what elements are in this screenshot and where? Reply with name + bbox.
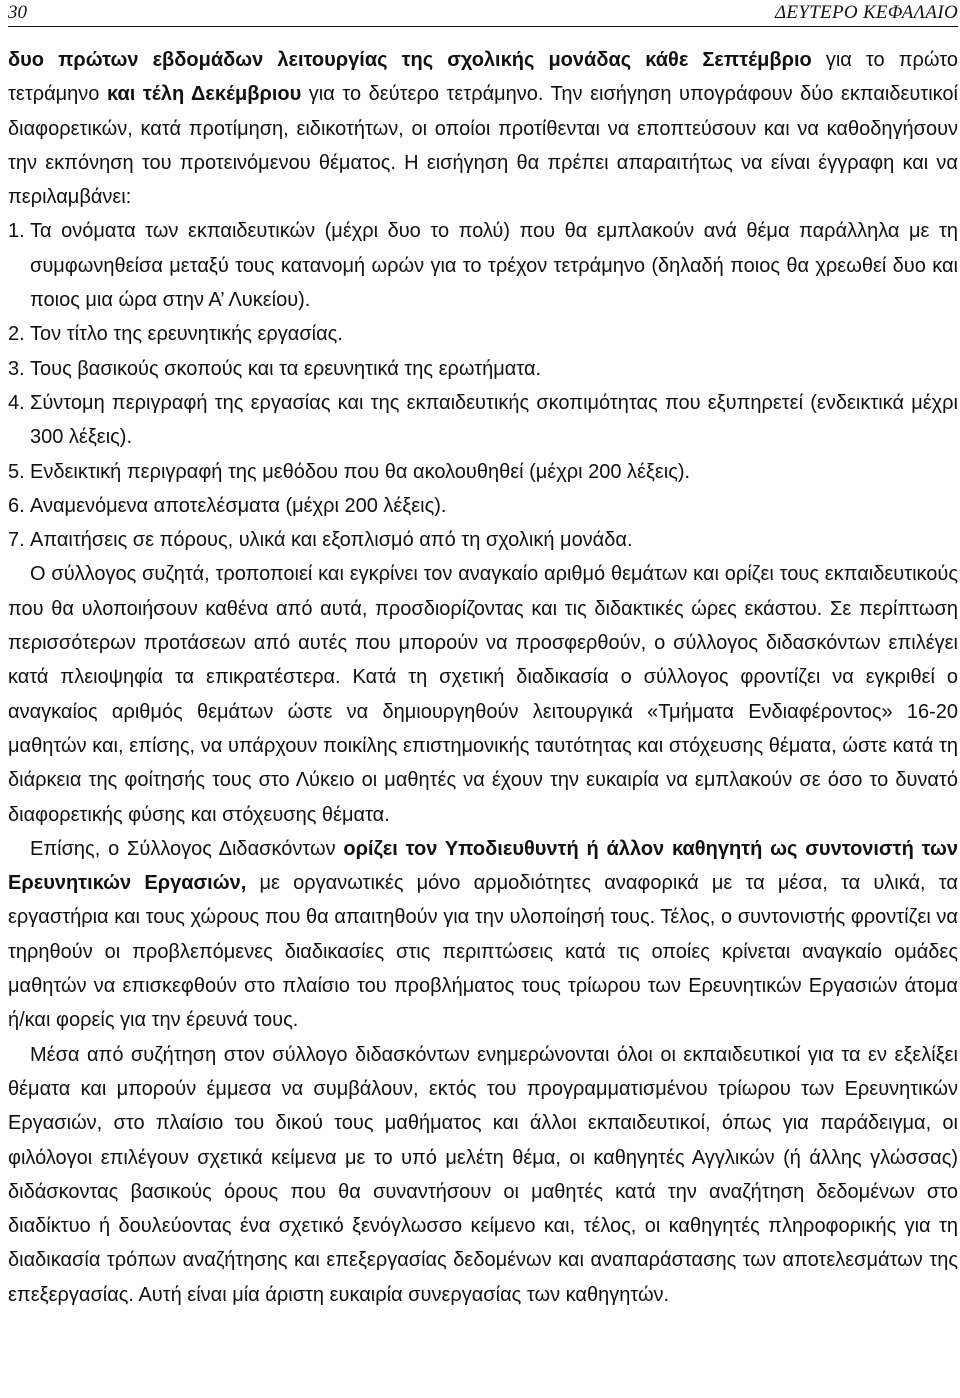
- intro-bold-1: δυο πρώτων εβδομάδων λειτουργίας της σχολικής μονάδας κάθε Σεπτέμβριο: [8, 49, 812, 71]
- list-item: [8, 455, 958, 489]
- list-item: [8, 489, 958, 523]
- chapter-title: ΔΕΥΤΕΡΟ ΚΕΦΑΛΑΙΟ: [774, 2, 958, 23]
- intro-text-1: για το πρώτο τετράμηνο: [8, 49, 958, 106]
- list-item-number: 5.: [8, 460, 25, 483]
- body-text: [8, 43, 958, 1312]
- paragraph-coordinator: [8, 832, 958, 1038]
- list-item-number: 7.: [8, 529, 25, 552]
- page-number: 30: [8, 2, 27, 23]
- list-item: [8, 352, 958, 386]
- requirements-list: [8, 214, 958, 557]
- list-item: [8, 386, 958, 455]
- coordinator-text-1: Επίσης, ο Σύλλογος Διδασκόντων: [30, 837, 344, 860]
- list-item-text: Ενδεικτική περιγραφή της μεθόδου που θα ακολουθηθεί (μέχρι 200 λέξεις).: [30, 460, 691, 483]
- coordinator-bold: ορίζει τον Υποδιευθυντή ή άλλον καθηγητή ως συντονιστή των Ερευνητικών Εργασιών,: [8, 837, 959, 895]
- intro-paragraph: [8, 43, 958, 214]
- running-header: [8, 0, 958, 27]
- list-item-text: Απαιτήσεις σε πόρους, υλικά και εξοπλισμό από τη σχολική μονάδα.: [30, 529, 633, 552]
- list-item-text: Τους βασικούς σκοπούς και τα ερευνητικά της ερωτήματα.: [30, 357, 542, 380]
- list-item: [8, 317, 958, 351]
- list-item-number: 2.: [8, 323, 25, 346]
- list-item-number: 6.: [8, 494, 25, 517]
- intro-text-2: για το δεύτερο τετράμηνο. Την εισήγηση υπογράφουν δύο εκπαιδευτικοί διαφορετικών, κατά προτίμηση, ειδικοτήτων, οι οποίοι προτίθενται να εποπτεύσουν και να καθοδηγήσουν την εκπόνηση του προτεινόμενου θέματος. Η εισήγηση θα πρέπει απαραιτήτως να είναι έγγραφη και να περιλαμβάνει:: [8, 83, 958, 209]
- paragraph-collaboration: Μέσα από συζήτηση στον σύλλογο διδασκόντων ενημερώνονται όλοι οι εκπαιδευτικοί για τα εν εξελίξει θέματα και μπορούν έμμεσα να συμβάλουν, εκτός του προγραμματισμένου τρίωρου των Ερευνητικών Εργασιών, στο πλαίσιο του δικού τους μαθήματος και άλλοι εκπαιδευτικοί, όπως για παράδειγμα, οι φιλόλογοι επιλέγουν σχετικά κείμενα με το υπό μελέτη θέμα, οι καθηγητές Αγγλικών (ή άλλης γλώσσας) διδάσκοντας βασικούς όρους που θα συναντήσουν οι μαθητές κατά την αναζήτηση δεδομένων στο διαδίκτυο ή δουλεύοντας ένα σχετικό ξενόγλωσσο κείμενο και, τέλος, οι καθηγητές πληροφορικής για τη διαδικασία τρόπων αναζήτησης και επεξεργασίας δεδομένων και αναπαράστασης των αποτελεσμάτων της επεξεργασίας. Αυτή είναι μία άριστη ευκαιρία συνεργασίας των καθηγητών.: [8, 1043, 958, 1306]
- coordinator-text-2: με οργανωτικές μόνο αρμοδιότητες αναφορικά με τα μέσα, τα υλικά, τα εργαστήρια και τους χώρους που θα απαιτηθούν για την υλοποίησή τους. Τέλος, ο συντονιστής φροντίζει να τηρηθούν οι προβλεπόμενες διαδικασίες στις περιπτώσεις κατά τις οποίες κρίνεται αναγκαίο ομάδες μαθητών να επισκεφθούν στο πλαίσιο του προβλήματος τους τρίωρου των Ερευνητικών Εργασιών άτομα ή/και φορείς για την έρευνά τους.: [8, 872, 958, 1032]
- list-item-number: 3.: [8, 357, 25, 380]
- list-item-text: Σύντομη περιγραφή της εργασίας και της εκπαιδευτικής σκοπιμότητας που εξυπηρετεί (ενδεικτικά μέχρι 300 λέξεις).: [30, 391, 958, 449]
- list-item-text: Τον τίτλο της ερευνητικής εργασίας.: [30, 323, 343, 346]
- document-page: [8, 0, 958, 1312]
- paragraph-council: Ο σύλλογος συζητά, τροποποιεί και εγκρίνει τον αναγκαίο αριθμό θεμάτων και ορίζει τους εκπαιδευτικούς που θα υλοποιήσουν καθένα από αυτά, προσδιορίζοντας και τις διδακτικές ώρες εκάστου. Σε περίπτωση περισσότερων προτάσεων από αυτές που μπορούν να προσφερθούν, ο σύλλογος διδασκόντων επιλέγει κατά πλειοψηφία τα επικρατέστερα. Κατά τη σχετική διαδικασία ο σύλλογος φροντίζει να εγκριθεί ο αναγκαίος αριθμός θεμάτων ώστε να δημιουργηθούν λειτουργικά «Τμήματα Ενδιαφέροντος» 16-20 μαθητών και, επίσης, να υπάρχουν ποικίλης επιστημονικής ταυτότητας και στόχευσης θέματα, ώστε κατά τη διάρκεια της φοίτησής τους στο Λύκειο οι μαθητές να έχουν την ευκαιρία να εμπλακούν σε όσο το δυνατό διαφορετικής φύσης και στόχευσης θέματα.: [8, 563, 958, 826]
- intro-bold-2: και τέλη Δεκέμβριου: [106, 83, 302, 106]
- list-item: [8, 214, 958, 317]
- list-item-text: Αναμενόμενα αποτελέσματα (μέχρι 200 λέξεις).: [30, 494, 447, 517]
- list-item-number: 4.: [8, 391, 25, 414]
- list-item-text: Τα ονόματα των εκπαιδευτικών (μέχρι δυο το πολύ) που θα εμπλακούν ανά θέμα παράλληλα με τη συμφωνηθείσα μεταξύ τους κατανομή ωρών για το τρέχον τετράμηνο (δηλαδή ποιος θα χρεωθεί δυο και ποιος μια ώρα στην Α’ Λυκείου).: [30, 220, 958, 312]
- list-item: [8, 523, 958, 557]
- list-item-number: 1.: [8, 220, 25, 243]
